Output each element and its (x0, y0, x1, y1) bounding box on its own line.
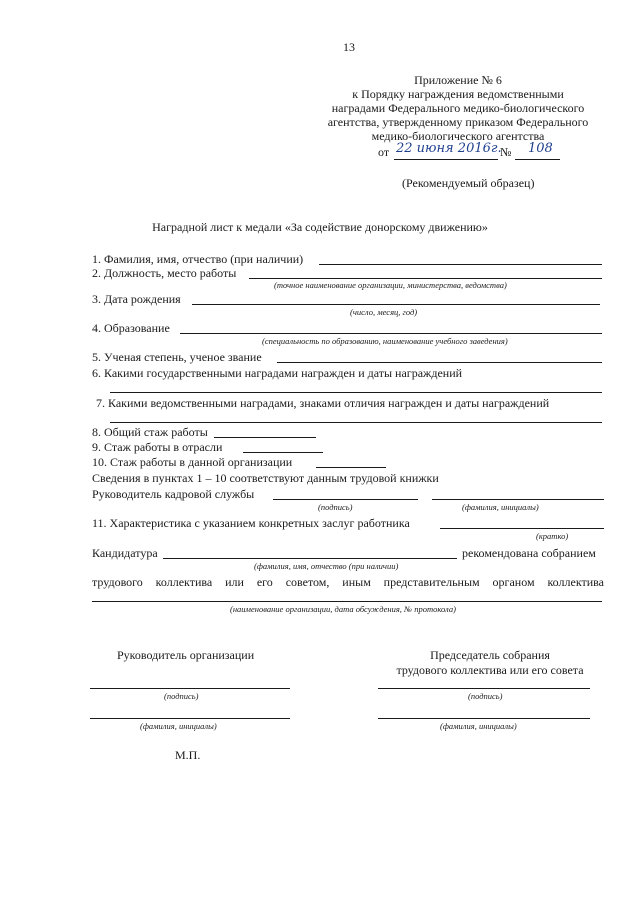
right-sign-line[interactable] (378, 688, 590, 689)
hr-sign-line[interactable] (273, 499, 418, 500)
right-name-line[interactable] (378, 718, 590, 719)
right-signature-title-2: трудового коллектива или его совета (396, 663, 584, 677)
field-4-line[interactable] (180, 333, 602, 334)
number-underline (515, 159, 560, 160)
field-11-line[interactable] (440, 528, 604, 529)
hr-name-hint: (фамилия, инициалы) (462, 502, 539, 512)
right-name-hint: (фамилия, инициалы) (440, 721, 517, 731)
field-9-line[interactable] (243, 452, 323, 453)
sample-note: (Рекомендуемый образец) (402, 176, 535, 190)
appendix-title: Приложение № 6 (414, 73, 502, 87)
appendix-number-value: 108 (528, 141, 553, 156)
field-7-label: 7. Какими ведомственными наградами, знаками отличия награжден и даты награждений (96, 396, 550, 410)
field-10-label: 10. Стаж работы в данной организации (92, 455, 293, 469)
field-4-label: 4. Образование (92, 321, 170, 335)
appendix-date-prefix: от (378, 145, 390, 159)
date-underline (394, 159, 498, 160)
field-6-label: 6. Какими государственными наградами награжден и даты награждений (92, 366, 463, 380)
candidacy-label: Кандидатура (92, 546, 158, 560)
field-10-line[interactable] (316, 467, 386, 468)
appendix-date-value: 22 июня 2016г. (396, 141, 502, 156)
info-statement: Сведения в пунктах 1 – 10 соответствуют данным трудовой книжки (92, 471, 439, 485)
right-sign-hint: (подпись) (468, 691, 503, 701)
form-title: Наградной лист к медали «За содействие донорскому движению» (152, 220, 488, 234)
right-signature-title-1: Председатель собрания (430, 648, 550, 662)
field-1-line[interactable] (319, 264, 602, 265)
candidacy-hint: (фамилия, имя, отчество (при наличии) (254, 561, 399, 571)
appendix-line-2: наградами Федерального медико-биологического (331, 101, 585, 115)
field-3-hint: (число, месяц, год) (350, 307, 418, 317)
hr-name-line[interactable] (432, 499, 604, 500)
field-7-line[interactable] (110, 422, 602, 423)
field-3-label: 3. Дата рождения (92, 292, 181, 306)
left-sign-hint: (подпись) (164, 691, 199, 701)
field-11-hint: (кратко) (536, 531, 569, 541)
page-number: 13 (343, 40, 355, 54)
hr-sign-hint: (подпись) (318, 502, 353, 512)
field-5-line[interactable] (277, 362, 602, 363)
hr-head-label: Руководитель кадровой службы (92, 487, 255, 501)
left-name-line[interactable] (90, 718, 290, 719)
collective-hint: (наименование организации, дата обсуждения, № протокола) (230, 604, 456, 614)
field-6-line[interactable] (110, 392, 602, 393)
appendix-line-3: агентства, утвержденному приказом Федерального (327, 115, 589, 129)
appendix-number-prefix: № (500, 145, 512, 159)
field-8-line[interactable] (214, 437, 316, 438)
left-name-hint: (фамилия, инициалы) (140, 721, 217, 731)
candidacy-line[interactable] (163, 558, 457, 559)
appendix-line-4: медико-биологического агентства (371, 129, 545, 143)
field-8-label: 8. Общий стаж работы (92, 425, 208, 439)
field-9-label: 9. Стаж работы в отрасли (92, 440, 223, 454)
recommended-label: рекомендована собранием (462, 546, 596, 560)
field-2-label: 2. Должность, место работы (92, 266, 237, 280)
field-2-hint: (точное наименование организации, министерства, ведомства) (274, 280, 507, 290)
field-11-label: 11. Характеристика с указанием конкретных заслуг работника (92, 516, 410, 530)
appendix-line-1: к Порядку награждения ведомственными (352, 87, 564, 101)
field-4-hint: (специальность по образованию, наименование учебного заведения) (262, 336, 508, 346)
field-2-line[interactable] (249, 278, 602, 279)
left-signature-title: Руководитель организации (117, 648, 255, 662)
field-5-label: 5. Ученая степень, ученое звание (92, 350, 262, 364)
left-sign-line[interactable] (90, 688, 290, 689)
field-1-label: 1. Фамилия, имя, отчество (при наличии) (92, 252, 304, 266)
stamp-label: М.П. (175, 748, 201, 762)
collective-text: трудового коллектива или его советом, иным представительным органом коллектива (92, 575, 604, 589)
collective-line[interactable] (92, 601, 602, 602)
field-3-line[interactable] (192, 304, 600, 305)
